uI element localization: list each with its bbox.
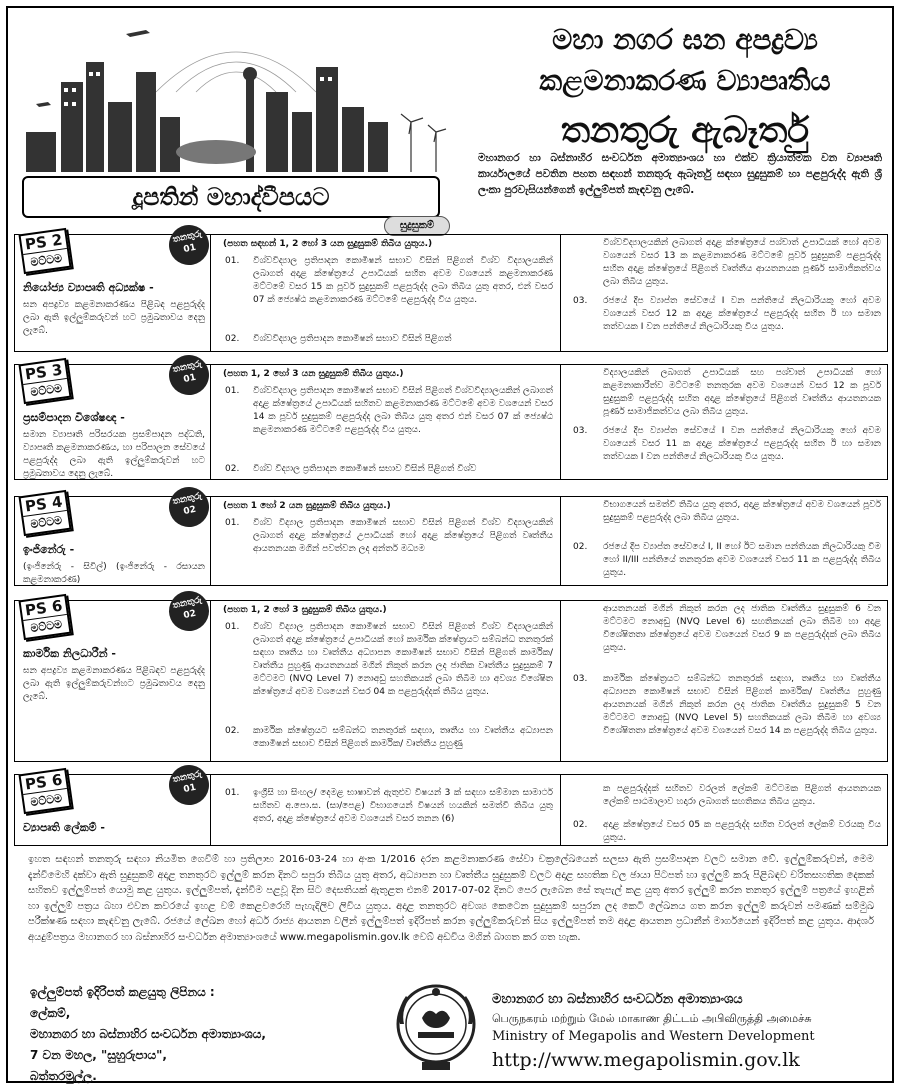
ministry-name-tamil: பெருநகரம் மற்றும் மேல் மாகாண திட்டம் அபிவிருத்தி அமைச்சு (492, 1012, 812, 1025)
level-label: මට්ටම (29, 251, 63, 270)
national-emblem-icon (392, 980, 480, 1074)
mailing-address (30, 982, 266, 1087)
level-badge (18, 594, 71, 640)
qualifications-continued (563, 601, 887, 761)
title-vacancies: තනතුරු ඇබෑර්තු (560, 109, 810, 151)
city-skyline-illustration (16, 22, 456, 172)
qualifications-column (213, 497, 561, 585)
ministry-signature (492, 990, 882, 1073)
qualification-item: රජයේ දීප ව්‍යාප්ත සේවයේ I වන පන්තියේ නිලධාරියකු හෝ අවම වශයෙන් වසර 11 ක අදාළ ක්ෂේත්‍රයේ පළපුරුද්ද සහිත ඊ හා සමාන තත්වයක I වන පන්තියේ නිලධාරියකු විය යුතුය. (603, 426, 881, 462)
position-title: ඉංජිනේරු - (23, 543, 75, 556)
item-number: 01. (225, 518, 240, 528)
level-code: PS 6 (21, 770, 67, 795)
qualification-item: රජයේ දීප ව්‍යාප්ත සේවයේ I, II හෝ ඊට සමාන පන්තියක නිලධාරියකු විම හෝ II/III පන්තියේ තනතුරක අවම වශයෙන් වසර 11 ක පළපුරුද්ද තිබිය යුතුය. (603, 542, 881, 578)
vacancy-count-label: තනතුරු (171, 595, 203, 612)
item-number: 02. (225, 334, 240, 344)
level-label: මට්ටම (29, 791, 63, 810)
vacancy-count-label: තනතුරු (171, 359, 203, 376)
qualifications-continued (563, 497, 887, 585)
address-line: මහානගර හා බස්නාහිර සංවර්ධන අමාත්‍යාංශය, (30, 1027, 266, 1041)
qualification-item: විභාගයෙන් සමත්වී තිබිය යුතු අතර, අදාළ ක්ෂේත්‍රයේ අවම වශයෙන් පූර්ව සුදුසුකම් පළපුරුද්ද ලබා තිබිය යුතුය. (603, 500, 881, 523)
qualifications-continued (563, 235, 887, 351)
vacancy-count: 01 (182, 782, 197, 796)
vacancy-count: 01 (182, 242, 197, 256)
position-title: කාර්මික නිලධාරීන් - (23, 647, 116, 660)
title-block (490, 20, 880, 158)
qualification-item: විශ්ව විද්‍යාල ප්‍රතිපාදන කොමිෂන් සභාව විසින් පිළිගත් විශ්ව විද්‍යාලයකින් ලබාගත් අදාළ ක්ෂේත්‍රයේ උපාධියක් හෝ අදාළ ක්ෂේත්‍රයේ පිළිගත් වෘත්තීය ආයතනයක මගින් පවත්වන ලද අන්තර් මධ්‍යම (253, 518, 553, 554)
level-code: PS 6 (21, 596, 67, 621)
position-description: සමාන ව්‍යාපෘති පරිසරයක ප්‍රසම්පාදන පද්ධති, ව්‍යාපෘති කළමනාකරණය, හා පරිපාලන සේවයේ පළපුරුද්ද ලබා ඇති ඉල්ලුම්කරුවන් හට ප්‍රමුඛතාවය දෙනු ලැබේ. (23, 430, 205, 479)
item-number: 01. (225, 256, 240, 266)
vacancy-count-label: තනතුරු (171, 491, 203, 508)
qualification-item: කාර්මික ක්ෂේත්‍රයට සම්බන්ධ තනතුරක් සඳහා, තෘතීය හා වෘත්තීය අධ්‍යාපන කොමිෂන් සභාව විසින් පිළිගත් කාර්මික/ වෘත්තීය පුහුණු ආයතනයක් මගින් නිකුත් කරන ලද ජාතික වෘත්තීය සුදුසුකම් 5 වන මට්ටමට නොඅඩු (NVQ Level 5) සහතිකයක් ලබා තිබීම හා අවශ්‍ය විශේෂිතතා ක්ෂේත්‍රයේ අවම වශයෙන් වසර 14 ක පළපුරුද්ද තිබිය යුතුය. (603, 674, 881, 736)
position-title: ප්‍රසම්පාදන විශේෂඥ - (23, 411, 125, 424)
slogan-banner: දූපතින් මහාද්වීපයට (22, 176, 440, 218)
level-badge (18, 490, 71, 536)
qualification-item: විශ්ව විද්‍යාල ප්‍රතිපාදන කොමිෂන් සභාව විසින් පිළිගත් විශ්ව (253, 464, 477, 474)
level-label: මට්ටම (29, 617, 63, 636)
qualifications-heading: (පහත 1, 2 හෝ 3 සුදුසුකම් තිබිය යුතුය.) (223, 605, 387, 615)
qualifications-heading: (පහත 1, 2 හෝ 3 යන සුදුසුකම් තිබිය යුතුය.) (223, 369, 404, 379)
position-block (14, 359, 888, 480)
vacancy-count-label: තනතුරු (171, 769, 203, 786)
qualification-item: කාර්මික ක්ෂේත්‍රයට සම්බන්ධ තනතුරක් සඳහා, තෘතීය හා වෘත්තීය අධ්‍යාපන කොමිෂන් සභාව විසින් පිළිගත් කාර්මික/ වෘත්තීය පුහුණු (253, 726, 553, 749)
qualification-item: විශ්වවිද්‍යාල ප්‍රතිපාදන කොමිෂන් සභාව විසින් පිළිගත් විශ්වවිද්‍යාලයකින් ලබාගත් අදාළ ක්ෂේත්‍රයේ උපාධියක් සහිතව කළමනාකරණ මට්ටමේ අවම වශයෙන් වසර 14 ක පූර්ව සුදුසුකම් පළපුරුද්ද ලබා තිබිය යුතු අතර එන් වසර 07 ක් ජ්‍යෙෂ්ඨ කළමනාකරණ මට්ටමේ පළපුරුද්ද විය යුතුය. (253, 386, 553, 435)
qualifications-tag: සුදුසුකම් (384, 216, 450, 236)
position-summary (15, 769, 211, 845)
position-summary (15, 595, 211, 761)
address-label: ඉල්ලුම්පත් ඉදිරිපත් කළයුතු ලිපිනය : (30, 985, 215, 999)
qualification-item: රජයේ දීප ව්‍යාප්ත සේවයේ I වන පන්තියේ නිලධාරියකු හෝ අවම වශයෙන් වසර 12 ක අදාළ ක්ෂේත්‍රයේ පළපුරුද්ද සහිත ඊ හා සමාන තත්වයක I වන පන්තියේ නිලධාරියකු විය යුතුය. (603, 296, 881, 332)
level-code: PS 4 (21, 492, 67, 517)
position-block (14, 491, 888, 586)
qualifications-column (213, 775, 561, 845)
level-code: PS 3 (21, 360, 67, 385)
level-badge (18, 768, 71, 814)
level-label: මට්ටම (29, 381, 63, 400)
item-number: 02. (573, 820, 588, 830)
position-summary (15, 491, 211, 585)
vacancy-count-label: තනතුරු (171, 229, 203, 246)
qualification-item: ආයතනයක් මගින් නිකුත් කරන ලද ජාතික වෘත්තීය සුදුසුකම් 6 වන මට්ටමට නොඅඩු (NVQ Level 6) සහතිකයක් ලබා තිබීම හා අදාළ විශේෂිතතා ක්ෂේත්‍රයේ අවම වශයෙන් වසර 9 ක පළපුරුද්දක් ලබා තිබිය යුතුය. (603, 604, 881, 653)
position-block (14, 595, 888, 762)
address-line: බත්තරමුල්ල. (30, 1069, 97, 1083)
position-summary (15, 359, 211, 479)
qualifications-heading: (පහත සඳහන් 1, 2 හෝ 3 යන සුදුසුකම් තිබිය යුතුය.) (223, 239, 433, 249)
item-number: 01. (225, 386, 240, 396)
vacancy-count: 02 (182, 504, 197, 518)
item-number: 01. (225, 788, 240, 798)
position-description: ඝන අපද්‍රව්‍ය කළමනාකරණය පිළිබඳ පළපුරුද්ද ලබා ඇති ඉල්ලුම්කරුවන් හට ප්‍රමුඛතාවය දෙනු ලැබේ. (23, 300, 205, 336)
level-label: මට්ටම (29, 513, 63, 532)
qualification-item: අදාළ ක්ෂේත්‍රයේ වසර 05 ක පළපුරුද්ද සහිත වරලත් ලේකම් වරයකු විය යුතුය. (603, 820, 881, 843)
position-description: (ඉංජිනේරු - සිවිල්) (ඉංජිනේරු - රසායන කළමනාකරණ) (23, 562, 205, 585)
qualifications-continued (563, 775, 887, 845)
position-block (14, 229, 888, 352)
level-code: PS 2 (21, 230, 67, 255)
vacancy-count: 02 (182, 608, 197, 622)
ministry-website: http://www.megapolismin.gov.lk (492, 1049, 800, 1071)
level-badge (18, 228, 71, 274)
position-summary (15, 229, 211, 351)
item-number: 01. (225, 622, 240, 632)
qualification-item: විද්‍යාලයකින් ලබාගත් උපාධියක් සහ පශ්චාත් උපාධියක් හෝ කළමනාකාරීත්ව මට්ටමේ තනතුරක අවම වශයෙන් වසර 12 ක පූර්ව සුදුසුකම් පළපුරුද්ද සහිත අදාළ ක්ෂේත්‍රයේ පිළිගත් වෘත්තීය ආයතනයක පූර්ණ සාමාජිකත්වය ලබා තිබිය යුතුය. (603, 368, 881, 417)
title-project-name-line1: මහා නගර ඝන අපද්‍රව්‍ය (552, 23, 818, 56)
qualifications-column (213, 235, 561, 351)
general-notes: ඉහත සඳහන් තනතුරු සඳහා නියමිත ගෙවීම් හා ප්‍රතිලාභ 2016-03-24 හා අංක 1/2016 දරන කළමනාකරණ සේවා චක්‍රලේඛයෙන් සලසා ඇති ප්‍රසම්පාදන වලට සමාන වේ. ඉල්ලුම්කරුවන්, මෙම දැන්වීමෙහි දක්වා ඇති සුදුසුකම් අදාළ තනතුරට ඉල්ලුම් කරන දිනට සපුරා තිබිය යුතු අතර, අධ්‍යාපන හා වෘත්තීය සුදුසුකම් වලට අදාළ සහතික වල ඡායා පිටපත් හා ඉල්ලුම් කරු පිළිබඳව චරිතසහතික දෙකක් සහිතව ඉල්ලුම්පත් යොමු කළ යුතුය. ඉල්ලුම්පත්, දැන්වීම පළවූ දින සිට දෙසතියක් ඇතුළත එනම් 2017-07-02 දිනට පෙර ලැබෙන සේ තැපැල් කළ යුතු අතර ඉල්ලුම් කරන තනතුර ඉල්ලුම් පත්‍රයේ ඉහළින් හා ඉල්ලුම් පත්‍රය බහා එවන කවරයේ ඉහළ වම් කෙළවරෙහි පැහැදිලිව ලිවිය යුතුය. අදාළ තනතුරට අවශ්‍ය කෙටෙන සුදුසුකම් සපුරන ලද කෙටි ලේඛනය ගත කරන ඉල්ලුම් කරුවන් පමණක් සම්මුඛ පරීක්ෂණ සඳහා කැඳවනු ලැබේ. රජයේ ලේඛන හෝ අර්ධ රාජ්‍ය ආයතන වලින් ඉල්ලුම්පත් ඉදිරිපත් කරන ඉල්ලුම්කරුවන් සිය ඉල්ලුම්පත් තම අදාළ ආයතන ප්‍රධානීන් මාර්ගයෙන් ඉදිරිපත් කළ යුතුය. ආදර්ශ අයදුම්පත්‍රය මහානගර හා බස්නාහිර සංවර්ධන අමාත්‍යාංශයේ www.megapolismin.gov.lk වෙබ් අඩවිය මගින් බාගත කර ගත හැක. (28, 854, 874, 943)
title-project-name-line2: කළමනාකරණ ව්‍යාපෘතිය (539, 64, 831, 97)
item-number: 02. (573, 542, 588, 552)
intro-text: මහානගර හා බස්නාහිර සංවර්ධන අමාත්‍යාංශය හා එක්ව ක්‍රියාත්මක වන ව්‍යාපෘති කාර්යාලයේ පවතින පහත සඳහන් තනතුරු ඇබෑර්තු සඳහා සුදුසුකම් හා පළපුරුද්ද ඇති ශ්‍රී ලංකා පුරවැසියන්ගෙන් ඉල්ලුම්පත් කැඳවනු ලැබේ. (478, 152, 882, 196)
item-number: 03. (573, 296, 588, 306)
qualification-item: ක පළපුරුද්දක් සහිතව වරලත් ලේකම් මට්ටමක පිළිගත් ආයතනයක ලේකම් පාඨමාලාව හදාරා ලබාගත් සහතිකය තිබිය යුතුය. (603, 784, 881, 807)
position-title: ව්‍යාපෘති ලේකම් - (23, 821, 105, 834)
position-block (14, 769, 888, 846)
position-description: ඝන අපද්‍රව්‍ය කළමනාකරණය පිළිබඳව පළපුරුද්ද ලබා ඇති ඉල්ලුම්කරුවන්හට ප්‍රමුඛතාවය දෙනු ලැබේ. (23, 666, 205, 702)
item-number: 03. (573, 426, 588, 436)
qualification-item: ඉංග්‍රීසි හා සිංහල/ දෙමළ භාෂාවන් ඇතුළුව විෂයන් 3 ක් සඳහා සම්මාන සාමාර්ථ සහිතව අ.පො.ස. (සා/පෙළ) විභාගයෙන් විෂයන් හයකින් සමත්වී තිබිය යුතු අතර, අදාළ ක්ෂේත්‍රයේ අවම වශයෙන් වසර තනන (6) (253, 788, 553, 824)
qualification-item: විශ්වවිද්‍යාලයකින් ලබාගත් අදාළ ක්ෂේත්‍රයේ පශ්චාත් උපාධියක් හෝ අවම වශයෙන් වසර 13 ක කළමනාකරණ මට්ටමේ පූර්ව සුදුසුකම් පළපුරුද්ද සහිත අදාළ ක්ෂේත්‍රයේ පිළිගත් වෘත්තීය ආයතනයක පූර්ණ සාමාජිකත්වය ලබා තිබිය යුතුය. (603, 238, 881, 287)
item-number: 03. (573, 674, 588, 684)
item-number: 02. (225, 726, 240, 736)
qualifications-heading: (පහත 1 හෝ 2 යන සුදුසුකම් තිබිය යුතුය.) (223, 501, 391, 511)
vacancy-count: 01 (182, 372, 197, 386)
position-title: නියෝජ්‍ය ව්‍යාපෘති අධ්‍යක්ෂ - (23, 281, 154, 294)
qualification-item: විශ්වවිද්‍යාල ප්‍රතිපාදන කොමිෂන් සභාව විසින් පිළිගත් (253, 334, 452, 344)
qualifications-column (213, 365, 561, 479)
level-badge (18, 358, 71, 404)
ministry-name-sinhala: මහානගර හා බස්නාහිර සංවර්ධන අමාත්‍යාංශය (492, 992, 743, 1007)
qualification-item: විශ්ව විද්‍යාල ප්‍රතිපාදන කොමිෂන් සභාව විසින් පිළිගත් විශ්ව විද්‍යාලයකින් ලබාගත් අදාළ ක්ෂේත්‍රයේ උපාධියක් හෝ කාර්මික ක්ෂේත්‍රයට සම්බන්ධ තනතුරක් සඳහා තෘතීය හා වෘත්තීය අධ්‍යාපන කොමිෂන් සභාව විසින් පිළිගත් කාර්මික/ වෘත්තීය පුහුණු ආයතනයක් මගින් නිකුත් කරන ලද ජාතික වෘත්තීය සුදුසුකම් 7 මට්ටමට (NVQ Level 7) නොඅඩු සහතිකයක් ලබා තිබීම හා අවශ්‍ය විශේෂිත ක්ෂේත්‍රයේ අවම වශයෙන් වසර 04 ක පළපුරුද්දක් තිබිය යුතුය. (253, 622, 553, 697)
address-line: ලේකම්, (30, 1006, 71, 1020)
qualifications-continued (563, 365, 887, 479)
item-number: 02. (225, 464, 240, 474)
ministry-name-english: Ministry of Megapolis and Western Development (492, 1029, 815, 1044)
qualifications-column (213, 601, 561, 761)
qualification-item: විශ්වවිද්‍යාල ප්‍රතිපාදන කොමිෂන් සභාව විසින් පිළිගත් විශ්ව විද්‍යාලයකින් ලබාගත් අදාළ ක්ෂේත්‍රයේ උපාධියක් සහිත අවම වශයෙන් කළමනාකරණ මට්ටමේ වසර 15 ක පූර්ව සුදුසුකම් පළපුරුද්ද ලබා තිබිය යුතු අතර, එන් වසර 07 ක් ජ්‍යෙෂ්ඨ කළමනාකරණ මට්ටමේ පළපුරුද්ද විය යුතුය. (253, 256, 553, 305)
address-line: 7 වන මහල, "සුහුරුපාය", (30, 1048, 167, 1062)
